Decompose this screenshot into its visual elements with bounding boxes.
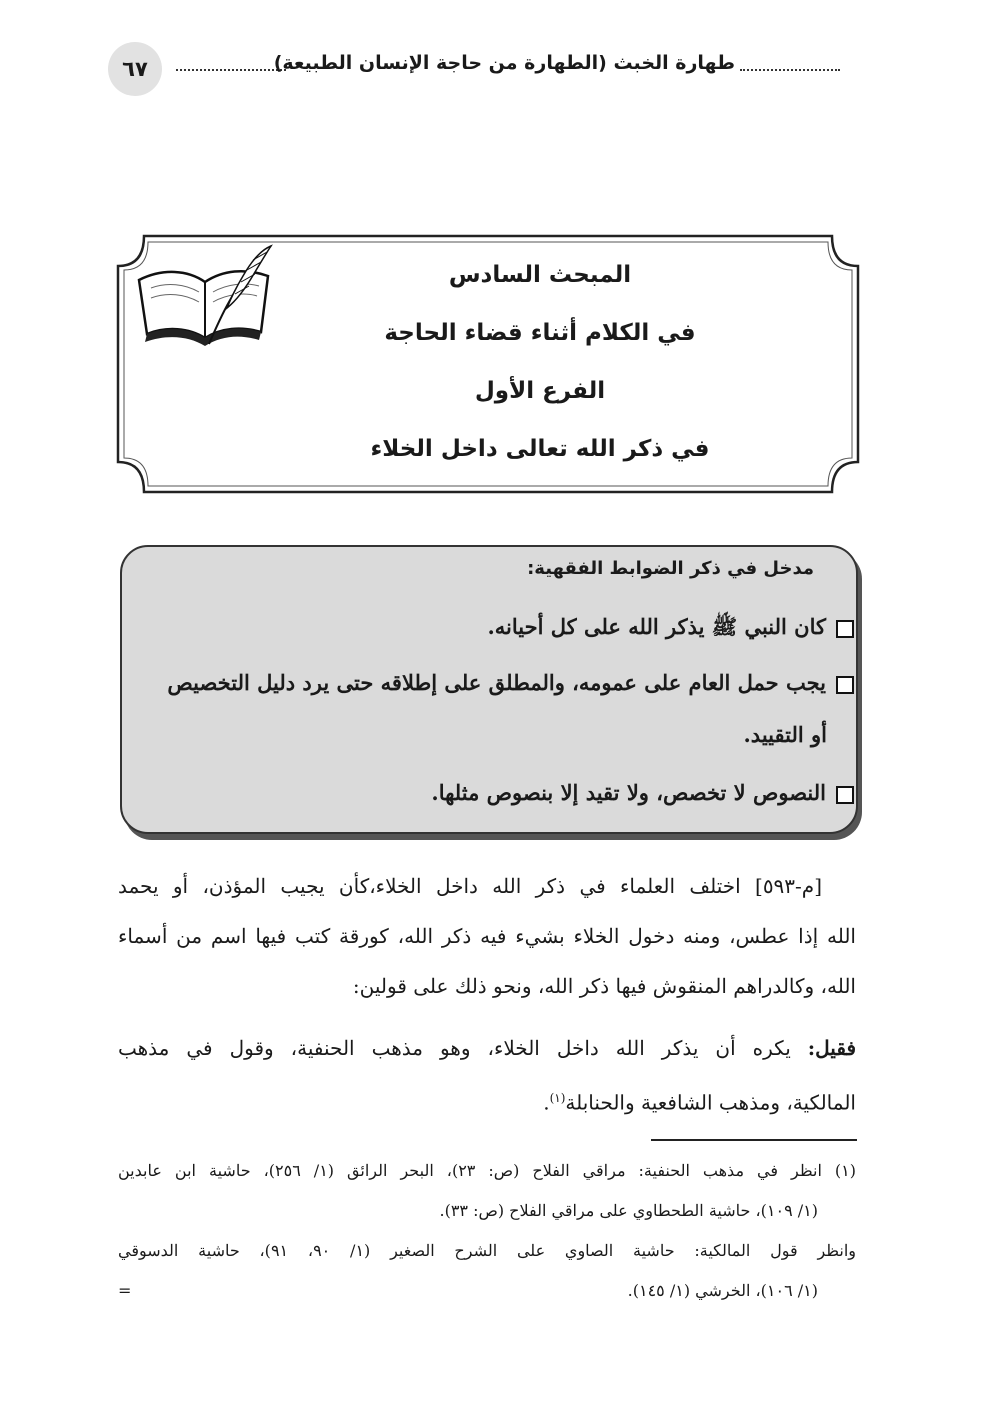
body-line — [118, 1084, 856, 1117]
checkbox-icon — [836, 786, 854, 804]
rules-heading: مدخل في ذكر الضوابط الفقهية: — [527, 558, 814, 579]
footnote-separator — [651, 1139, 857, 1141]
branch-subject: في ذكر الله تعالى داخل الخلاء — [370, 436, 710, 462]
paragraph-lead: فقيل: — [807, 1036, 857, 1060]
header-dots-right — [740, 57, 840, 71]
rule-text: النصوص لا تخصص، ولا تقيد إلا بنصوص مثلها. — [431, 780, 826, 805]
rule-text: يجب حمل العام على عمومه، والمطلق على إطلاقه حتى يرد دليل التخصيص — [167, 670, 826, 695]
footnote-continued-mark: = — [118, 1281, 132, 1300]
footnote-line: (١/ ١٠٩)، حاشية الطحطاوي على مراقي الفلاح (ص: ٣٣). — [439, 1201, 818, 1220]
paragraph-end: . — [543, 1090, 550, 1115]
body-line: الله إذا عطس، ومنه دخول الخلاء بشيء فيه ذكر الله، كورقة كتب فيها اسم من أسماء — [118, 924, 856, 948]
rule-item — [167, 670, 854, 695]
body-line: [م-٥٩٣] اختلف العلماء في ذكر الله داخل الخلاء،كأن يجيب المؤذن، أو يحمد — [118, 874, 822, 898]
page-number: ٦٧ — [108, 42, 162, 96]
running-title: طهارة الخبث (الطهارة من حاجة الإنسان الطبيعة) — [273, 52, 735, 74]
checkbox-icon — [836, 620, 854, 638]
branch-title: الفرع الأول — [474, 378, 606, 404]
footnote-line: وانظر قول المالكية: حاشية الصاوي على الشرح الصغير (١/ ٩٠، ٩١)، حاشية الدسوقي — [118, 1241, 857, 1260]
checkbox-icon — [836, 676, 854, 694]
rule-text: كان النبي ﷺ يذكر الله على كل أحيانه. — [487, 614, 826, 639]
header-dots-left — [176, 57, 286, 71]
body-line — [118, 1034, 856, 1062]
paragraph-text: المالكية، ومذهب الشافعية والحنابلة — [565, 1090, 856, 1115]
footnote-line: (١/ ١٠٦)، الخرشي (١/ ١٤٥). — [627, 1281, 818, 1300]
footnote-ref[interactable]: (١) — [549, 1091, 566, 1105]
rule-item-continuation: أو التقييد. — [743, 722, 827, 747]
rule-item — [431, 780, 854, 805]
section-title: المبحث السادس — [448, 262, 632, 288]
paragraph-text: يكره أن يذكر الله داخل الخلاء، وهو مذهب الحنفية، وقول في مذهب — [118, 1036, 791, 1060]
body-line: الله، وكالدراهم المنقوش فيها ذكر الله، ونحو ذلك على قولين: — [352, 974, 856, 998]
open-book-quill-icon — [133, 240, 278, 355]
rule-item — [487, 614, 854, 645]
footnote-line: (١) انظر في مذهب الحنفية: مراقي الفلاح (ص: ٢٣)، البحر الرائق (١/ ٢٥٦)، حاشية ابن عابدين — [118, 1161, 856, 1180]
section-subject: في الكلام أثناء قضاء الحاجة — [384, 320, 696, 346]
